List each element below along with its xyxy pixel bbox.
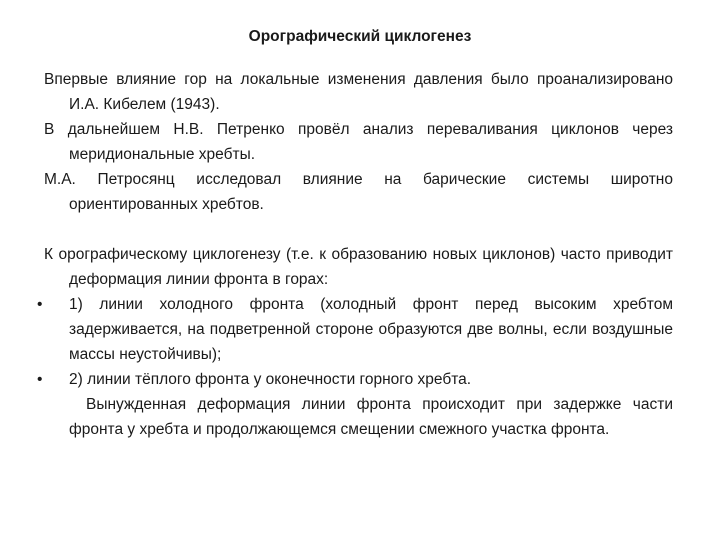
- spacer: [44, 217, 673, 242]
- list-item-text: 2) линии тёплого фронта у оконечности горного хребта.: [69, 371, 472, 388]
- list-item-warm-front: [37, 367, 673, 392]
- slide-content: [37, 67, 673, 442]
- slide-title: Орографический циклогенез: [248, 28, 472, 45]
- paragraph-intro: К орографическому циклогенезу (т.е. к образованию новых циклонов) часто приводит деформация линии фронта в горах:: [44, 246, 673, 288]
- bullet-icon: •: [37, 296, 43, 313]
- paragraph-kibel: Впервые влияние гор на локальные изменения давления было проанализировано И.А. Кибелем (1943).: [44, 71, 673, 113]
- list-item-cold-front: [37, 292, 673, 367]
- bullet-icon: •: [37, 371, 43, 388]
- paragraph-petrosyants: М.А. Петросянц исследовал влияние на барические системы широтно ориентированных хребтов.: [44, 171, 673, 213]
- list-item-text: 1) линии холодного фронта (холодный фронт перед высоким хребтом задерживается, на подветренной стороне образуются две волны, если воздушные массы неустойчивы);: [69, 296, 673, 363]
- paragraph-petrenko: В дальнейшем Н.В. Петренко провёл анализ переваливания циклонов через меридиональные хребты.: [44, 121, 673, 163]
- paragraph-conclusion: Вынужденная деформация линии фронта происходит при задержке части фронта у хребта и продолжающемся смещении смежного участка фронта.: [69, 396, 673, 438]
